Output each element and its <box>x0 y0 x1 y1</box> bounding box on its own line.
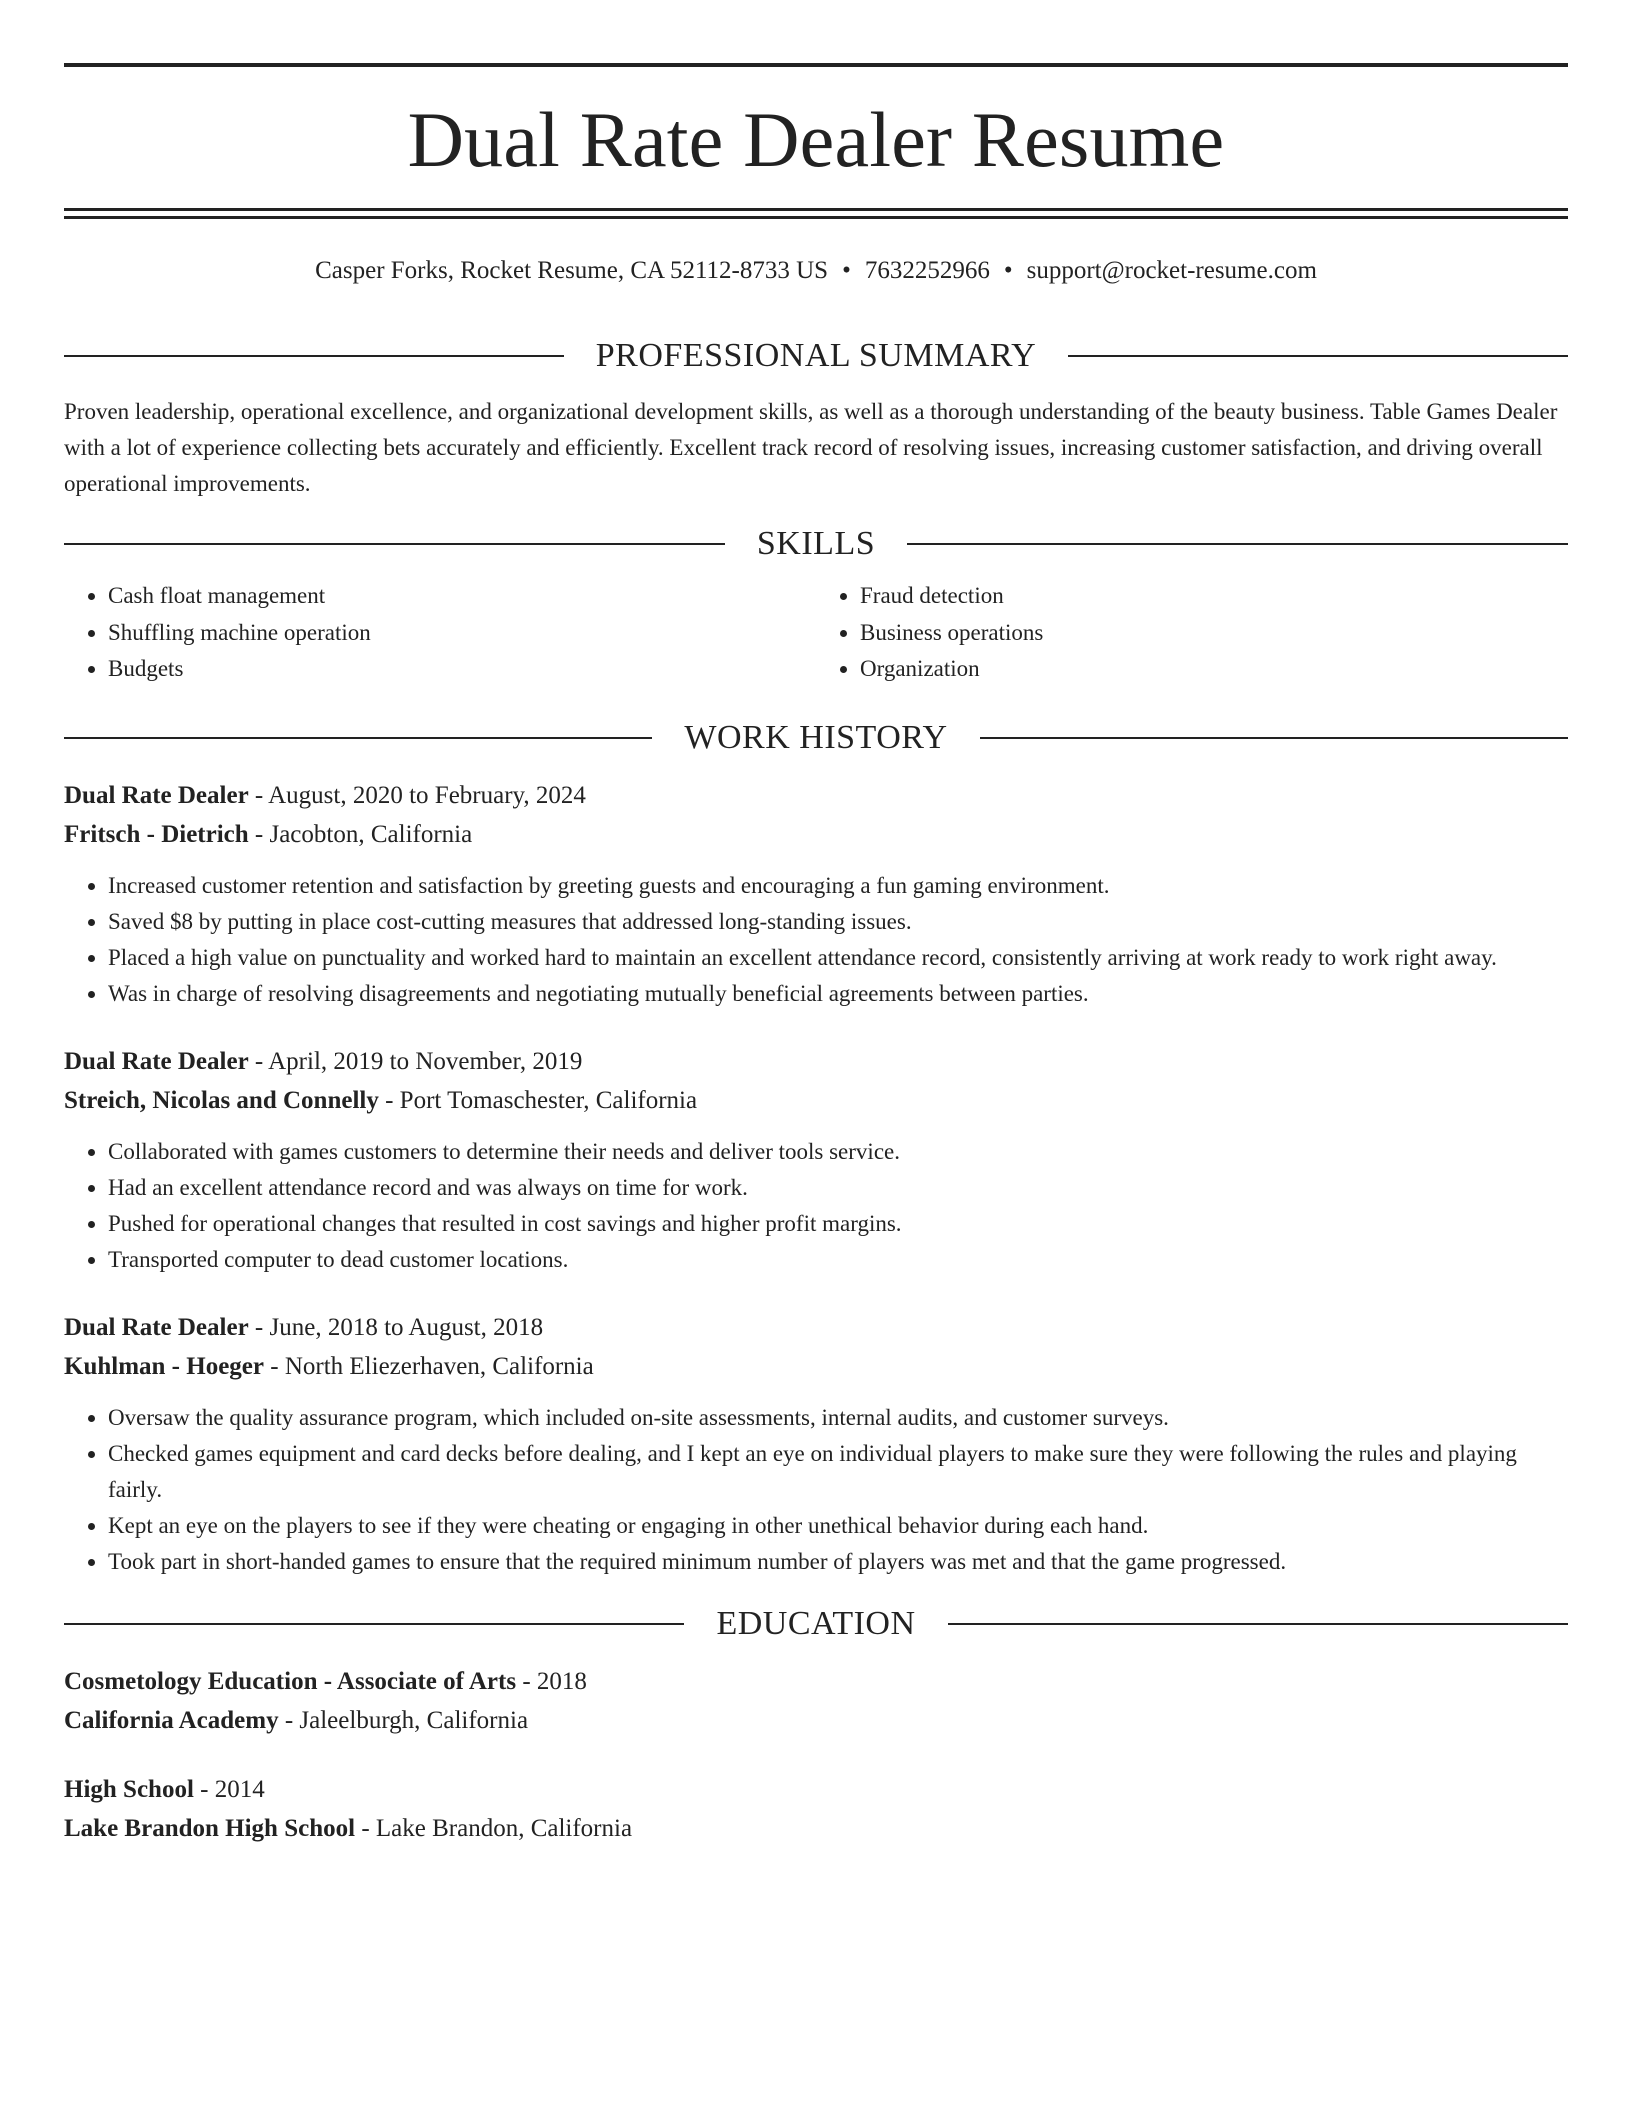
heading-rule-right <box>907 543 1568 545</box>
double-rule-lower <box>64 216 1568 219</box>
contact-address: Casper Forks, Rocket Resume, CA 52112-8733 US <box>315 257 829 284</box>
job-title: Dual Rate Dealer <box>64 1047 249 1075</box>
job-bullet: • Collaborated with games customers to determine their needs and deliver tools service. <box>108 1134 1568 1170</box>
job-bullet: • Took part in short-handed games to ensure that the required minimum number of players was met and that the game progressed. <box>108 1544 1568 1580</box>
skill-item: • Fraud detection <box>860 578 1568 615</box>
education-year: - 2014 <box>193 1775 265 1803</box>
section-heading-education <box>64 1600 1568 1648</box>
job-entry <box>64 1042 1568 1278</box>
education-degree-line <box>64 1662 1568 1701</box>
education-school: California Academy <box>64 1706 279 1734</box>
section-title: SKILLS <box>756 525 876 562</box>
education-entry <box>64 1770 1568 1848</box>
heading-rule-left <box>64 737 652 739</box>
job-dates: - June, 2018 to August, 2018 <box>248 1313 544 1341</box>
job-company-line <box>64 1347 1568 1386</box>
job-location: - Port Tomaschester, California <box>378 1086 698 1114</box>
contact-line <box>64 253 1568 289</box>
section-heading-summary <box>64 332 1568 380</box>
job-title: Dual Rate Dealer <box>64 1313 249 1341</box>
education-entry <box>64 1662 1568 1740</box>
heading-rule-right <box>980 737 1568 739</box>
contact-separator: • <box>842 257 851 284</box>
job-title-line <box>64 1308 1568 1347</box>
skill-item: • Budgets <box>108 651 816 688</box>
skills-column-left <box>64 578 816 688</box>
job-company-line <box>64 815 1568 854</box>
education-degree: High School <box>64 1775 194 1803</box>
job-bullet: • Had an excellent attendance record and was always on time for work. <box>108 1170 1568 1206</box>
heading-rule-right <box>948 1623 1568 1625</box>
resume-body <box>64 332 1568 1848</box>
skill-item: • Shuffling machine operation <box>108 615 816 652</box>
education-location: - Jaleelburgh, California <box>278 1706 529 1734</box>
summary-text: Proven leadership, operational excellence, and organizational development skills, as well as a thorough understanding of the beauty business. Table Games Dealer with a lot of experience collecting bets accurately and efficiently. Excellent track record of resolving issues, increasing customer satisfaction, and driving overall operational improvements. <box>64 399 1558 496</box>
education-school: Lake Brandon High School <box>64 1814 356 1842</box>
job-location: - North Eliezerhaven, California <box>264 1352 594 1380</box>
education-degree: Cosmetology Education - Associate of Arts <box>64 1667 517 1695</box>
resume-title: Dual Rate Dealer Resume <box>407 96 1225 183</box>
job-bullet: • Kept an eye on the players to see if they were cheating or engaging in other unethical behavior during each hand. <box>108 1508 1568 1544</box>
job-bullets <box>64 868 1568 1012</box>
job-bullet: • Increased customer retention and satisfaction by greeting guests and encouraging a fun gaming environment. <box>108 868 1568 904</box>
job-bullet: • Pushed for operational changes that resulted in cost savings and higher profit margins. <box>108 1206 1568 1242</box>
job-bullets <box>64 1400 1568 1580</box>
job-company-line <box>64 1081 1568 1120</box>
job-title-line <box>64 1042 1568 1081</box>
heading-rule-left <box>64 1623 684 1625</box>
job-bullet: • Oversaw the quality assurance program, which included on-site assessments, internal audits, and customer surveys. <box>108 1400 1568 1436</box>
education-location: - Lake Brandon, California <box>355 1814 633 1842</box>
job-company: Fritsch - Dietrich <box>64 820 249 848</box>
skills-list <box>64 578 1568 688</box>
education-degree-line <box>64 1770 1568 1809</box>
heading-rule-right <box>1068 355 1568 357</box>
skill-item: • Cash float management <box>108 578 816 615</box>
section-title: PROFESSIONAL SUMMARY <box>595 337 1037 374</box>
skills-column-right <box>816 578 1568 688</box>
job-title: Dual Rate Dealer <box>64 781 249 809</box>
job-bullet: • Checked games equipment and card decks before dealing, and I kept an eye on individual players to make sure they were following the rules and playing fairly. <box>108 1436 1568 1508</box>
section-heading-skills <box>64 520 1568 568</box>
skill-item: • Organization <box>860 651 1568 688</box>
job-company: Streich, Nicolas and Connelly <box>64 1086 379 1114</box>
job-bullet: • Transported computer to dead customer locations. <box>108 1242 1568 1278</box>
contact-phone: 7632252966 <box>864 257 990 284</box>
section-title: WORK HISTORY <box>684 718 948 756</box>
job-entry <box>64 1308 1568 1580</box>
heading-rule-left <box>64 543 725 545</box>
job-bullet: • Placed a high value on punctuality and worked hard to maintain an excellent attendance record, consistently arriving at work ready to work right away. <box>108 940 1568 976</box>
job-bullet: • Was in charge of resolving disagreements and negotiating mutually beneficial agreements between parties. <box>108 976 1568 1012</box>
education-school-line <box>64 1809 1568 1848</box>
education-year: - 2018 <box>516 1667 587 1695</box>
skill-item: • Business operations <box>860 615 1568 652</box>
job-company: Kuhlman - Hoeger <box>64 1352 264 1380</box>
top-rule <box>64 63 1568 67</box>
job-bullets <box>64 1134 1568 1278</box>
job-dates: - August, 2020 to February, 2024 <box>248 781 586 809</box>
double-rule-upper <box>64 208 1568 211</box>
job-title-line <box>64 776 1568 815</box>
section-title: EDUCATION <box>716 1604 916 1642</box>
job-location: - Jacobton, California <box>248 820 473 848</box>
contact-separator: • <box>1003 257 1013 284</box>
contact-email: support@rocket-resume.com <box>1026 257 1317 284</box>
section-heading-work-history <box>64 714 1568 762</box>
education-school-line <box>64 1701 1568 1740</box>
job-bullet: • Saved $8 by putting in place cost-cutting measures that addressed long-standing issues. <box>108 904 1568 940</box>
heading-rule-left <box>64 355 564 357</box>
job-entry <box>64 776 1568 1012</box>
job-dates: - April, 2019 to November, 2019 <box>248 1047 583 1075</box>
